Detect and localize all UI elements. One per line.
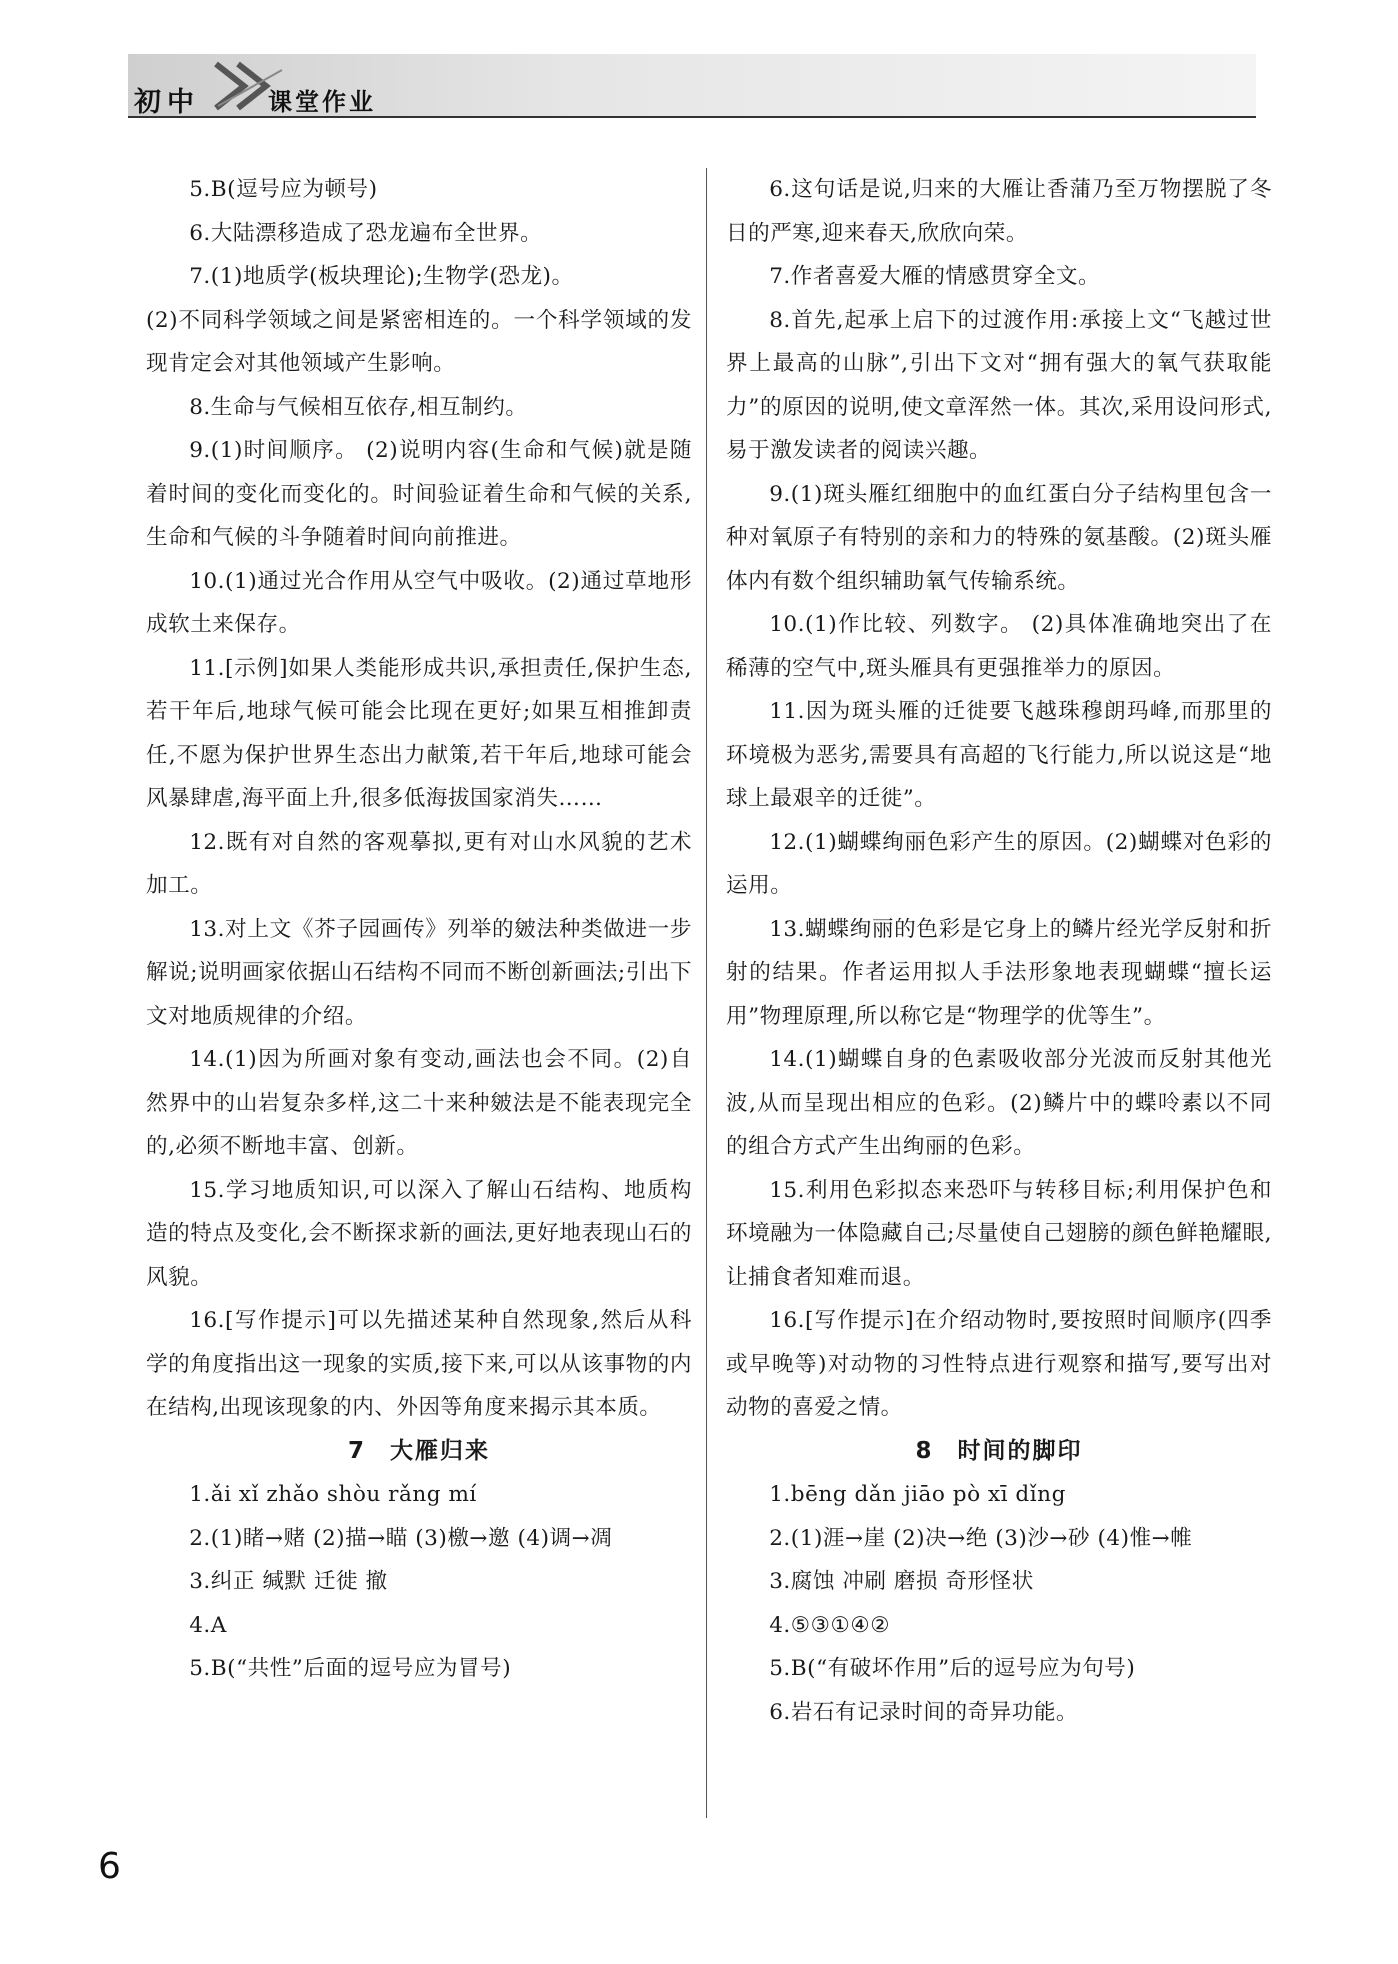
column-divider — [706, 168, 707, 1818]
answer-item: 15.利用色彩拟态来恐吓与转移目标;利用保护色和环境融为一体隐藏自己;尽量使自己翅膀的颜色鲜艳耀眼,让捕食者知难而退。 — [726, 1177, 1272, 1290]
answer-item: 3.腐蚀 冲刷 磨损 奇形怪状 — [769, 1569, 1034, 1594]
answer-item: 12.既有对自然的客观摹拟,更有对山水风貌的艺术加工。 — [146, 829, 692, 898]
answer-item: 6.大陆漂移造成了恐龙遍布全世界。 — [189, 220, 543, 246]
page-number: 6 — [98, 1846, 121, 1887]
answer-item: 2.(1)睹→赌 (2)描→瞄 (3)檄→邀 (4)调→凋 — [189, 1525, 613, 1551]
answer-item: 2.(1)涯→崖 (2)决→绝 (3)沙→砂 (4)惟→帷 — [769, 1525, 1193, 1551]
answer-item: 11.因为斑头雁的迁徙要飞越珠穆朗玛峰,而那里的环境极为恶劣,需要具有高超的飞行能力,所以说这是“地球上最艰辛的迁徙”。 — [726, 699, 1272, 811]
answer-item: 3.纠正 缄默 迁徙 撤 — [189, 1569, 388, 1594]
answer-item: 15.学习地质知识,可以深入了解山石结构、地质构造的特点及变化,会不断探求新的画法,更好地表现山石的风貌。 — [146, 1177, 692, 1290]
answer-item: 12.(1)蝴蝶绚丽色彩产生的原因。(2)蝴蝶对色彩的运用。 — [726, 829, 1272, 898]
answer-column-left — [146, 168, 692, 1691]
section-heading: 8 时间的脚印 — [915, 1437, 1083, 1464]
answer-item: 4.A — [189, 1612, 227, 1638]
answer-item: 13.蝴蝶绚丽的色彩是它身上的鳞片经光学反射和折射的结果。作者运用拟人手法形象地表现蝴蝶“擅长运用”物理原理,所以称它是“物理学的优等生”。 — [726, 916, 1272, 1029]
answer-item: 1.ǎi xǐ zhǎo shòu rǎng mí — [189, 1482, 477, 1507]
answer-item: 5.B(“有破坏作用”后的逗号应为句号) — [769, 1656, 1136, 1681]
answer-item: 6.这句话是说,归来的大雁让香蒲乃至万物摆脱了冬日的严寒,迎来春天,欣欣向荣。 — [726, 177, 1272, 246]
answer-item: 8.首先,起承上启下的过渡作用:承接上文“飞越过世界上最高的山脉”,引出下文对“拥有强大的氧气获取能力”的原因的说明,使文章浑然一体。其次,采用设问形式,易于激发读者的阅读兴趣。 — [726, 307, 1272, 463]
header-series: 初中 — [134, 87, 200, 118]
answer-item: 14.(1)蝴蝶自身的色素吸收部分光波而反射其他光波,从而呈现出相应的色彩。(2)鳞片中的蝶呤素以不同的组合方式产生出绚丽的色彩。 — [726, 1047, 1272, 1159]
header-title: 课堂作业 — [268, 88, 376, 116]
answer-item: 9.(1)时间顺序。 (2)说明内容(生命和气候)就是随着时间的变化而变化的。时间验证着生命和气候的关系,生命和气候的斗争随着时间向前推进。 — [146, 438, 692, 550]
answer-item: 9.(1)斑头雁红细胞中的血红蛋白分子结构里包含一种对氧原子有特别的亲和力的特殊的氨基酸。(2)斑头雁体内有数个组织辅助氧气传输系统。 — [726, 481, 1272, 594]
answer-item: 5.B(“共性”后面的逗号应为冒号) — [189, 1656, 512, 1681]
answer-item: 13.对上文《芥子园画传》列举的皴法种类做进一步解说;说明画家依据山石结构不同而不断创新画法;引出下文对地质规律的介绍。 — [146, 916, 692, 1029]
answer-item: 7.(1)地质学(板块理论);生物学(恐龙)。 — [189, 264, 574, 289]
answer-item: 1.bēng dǎn jiāo pò xī dǐng — [769, 1482, 1066, 1507]
answer-column-right — [726, 168, 1272, 1734]
answer-item: 14.(1)因为所画对象有变动,画法也会不同。(2)自然界中的山岩复杂多样,这二十来种皴法是不能表现完全的,必须不断地丰富、创新。 — [146, 1047, 692, 1159]
answer-item: 7.作者喜爱大雁的情感贯穿全文。 — [769, 264, 1101, 289]
answer-item: 10.(1)通过光合作用从空气中吸收。(2)通过草地形成软土来保存。 — [146, 568, 692, 637]
answer-item: (2)不同科学领域之间是紧密相连的。一个科学领域的发现肯定会对其他领域产生影响。 — [146, 307, 692, 376]
answer-item: 10.(1)作比较、列数字。 (2)具体准确地突出了在稀薄的空气中,斑头雁具有更强推举力的原因。 — [726, 612, 1272, 681]
answer-item: 16.[写作提示]在介绍动物时,要按照时间顺序(四季或早晚等)对动物的习性特点进行观察和描写,要写出对动物的喜爱之情。 — [726, 1308, 1272, 1420]
answer-item: 8.生命与气候相互依存,相互制约。 — [189, 394, 528, 420]
answer-item: 5.B(逗号应为顿号) — [189, 177, 378, 202]
section-heading: 7 大雁归来 — [347, 1437, 490, 1464]
answer-item: 11.[示例]如果人类能形成共识,承担责任,保护生态,若干年后,地球气候可能会比现在更好;如果互相推卸责任,不愿为保护世界生态出力献策,若干年后,地球可能会风暴肆虐,海平面上升,很多低海拔国家消失…… — [146, 655, 693, 811]
page-header — [128, 54, 1256, 120]
answer-item: 6.岩石有记录时间的奇异功能。 — [769, 1699, 1079, 1725]
answer-item: 4.⑤③①④② — [769, 1612, 891, 1638]
answer-item: 16.[写作提示]可以先描述某种自然现象,然后从科学的角度指出这一现象的实质,接下来,可以从该事物的内在结构,出现该现象的内、外因等角度来揭示其本质。 — [146, 1308, 692, 1420]
